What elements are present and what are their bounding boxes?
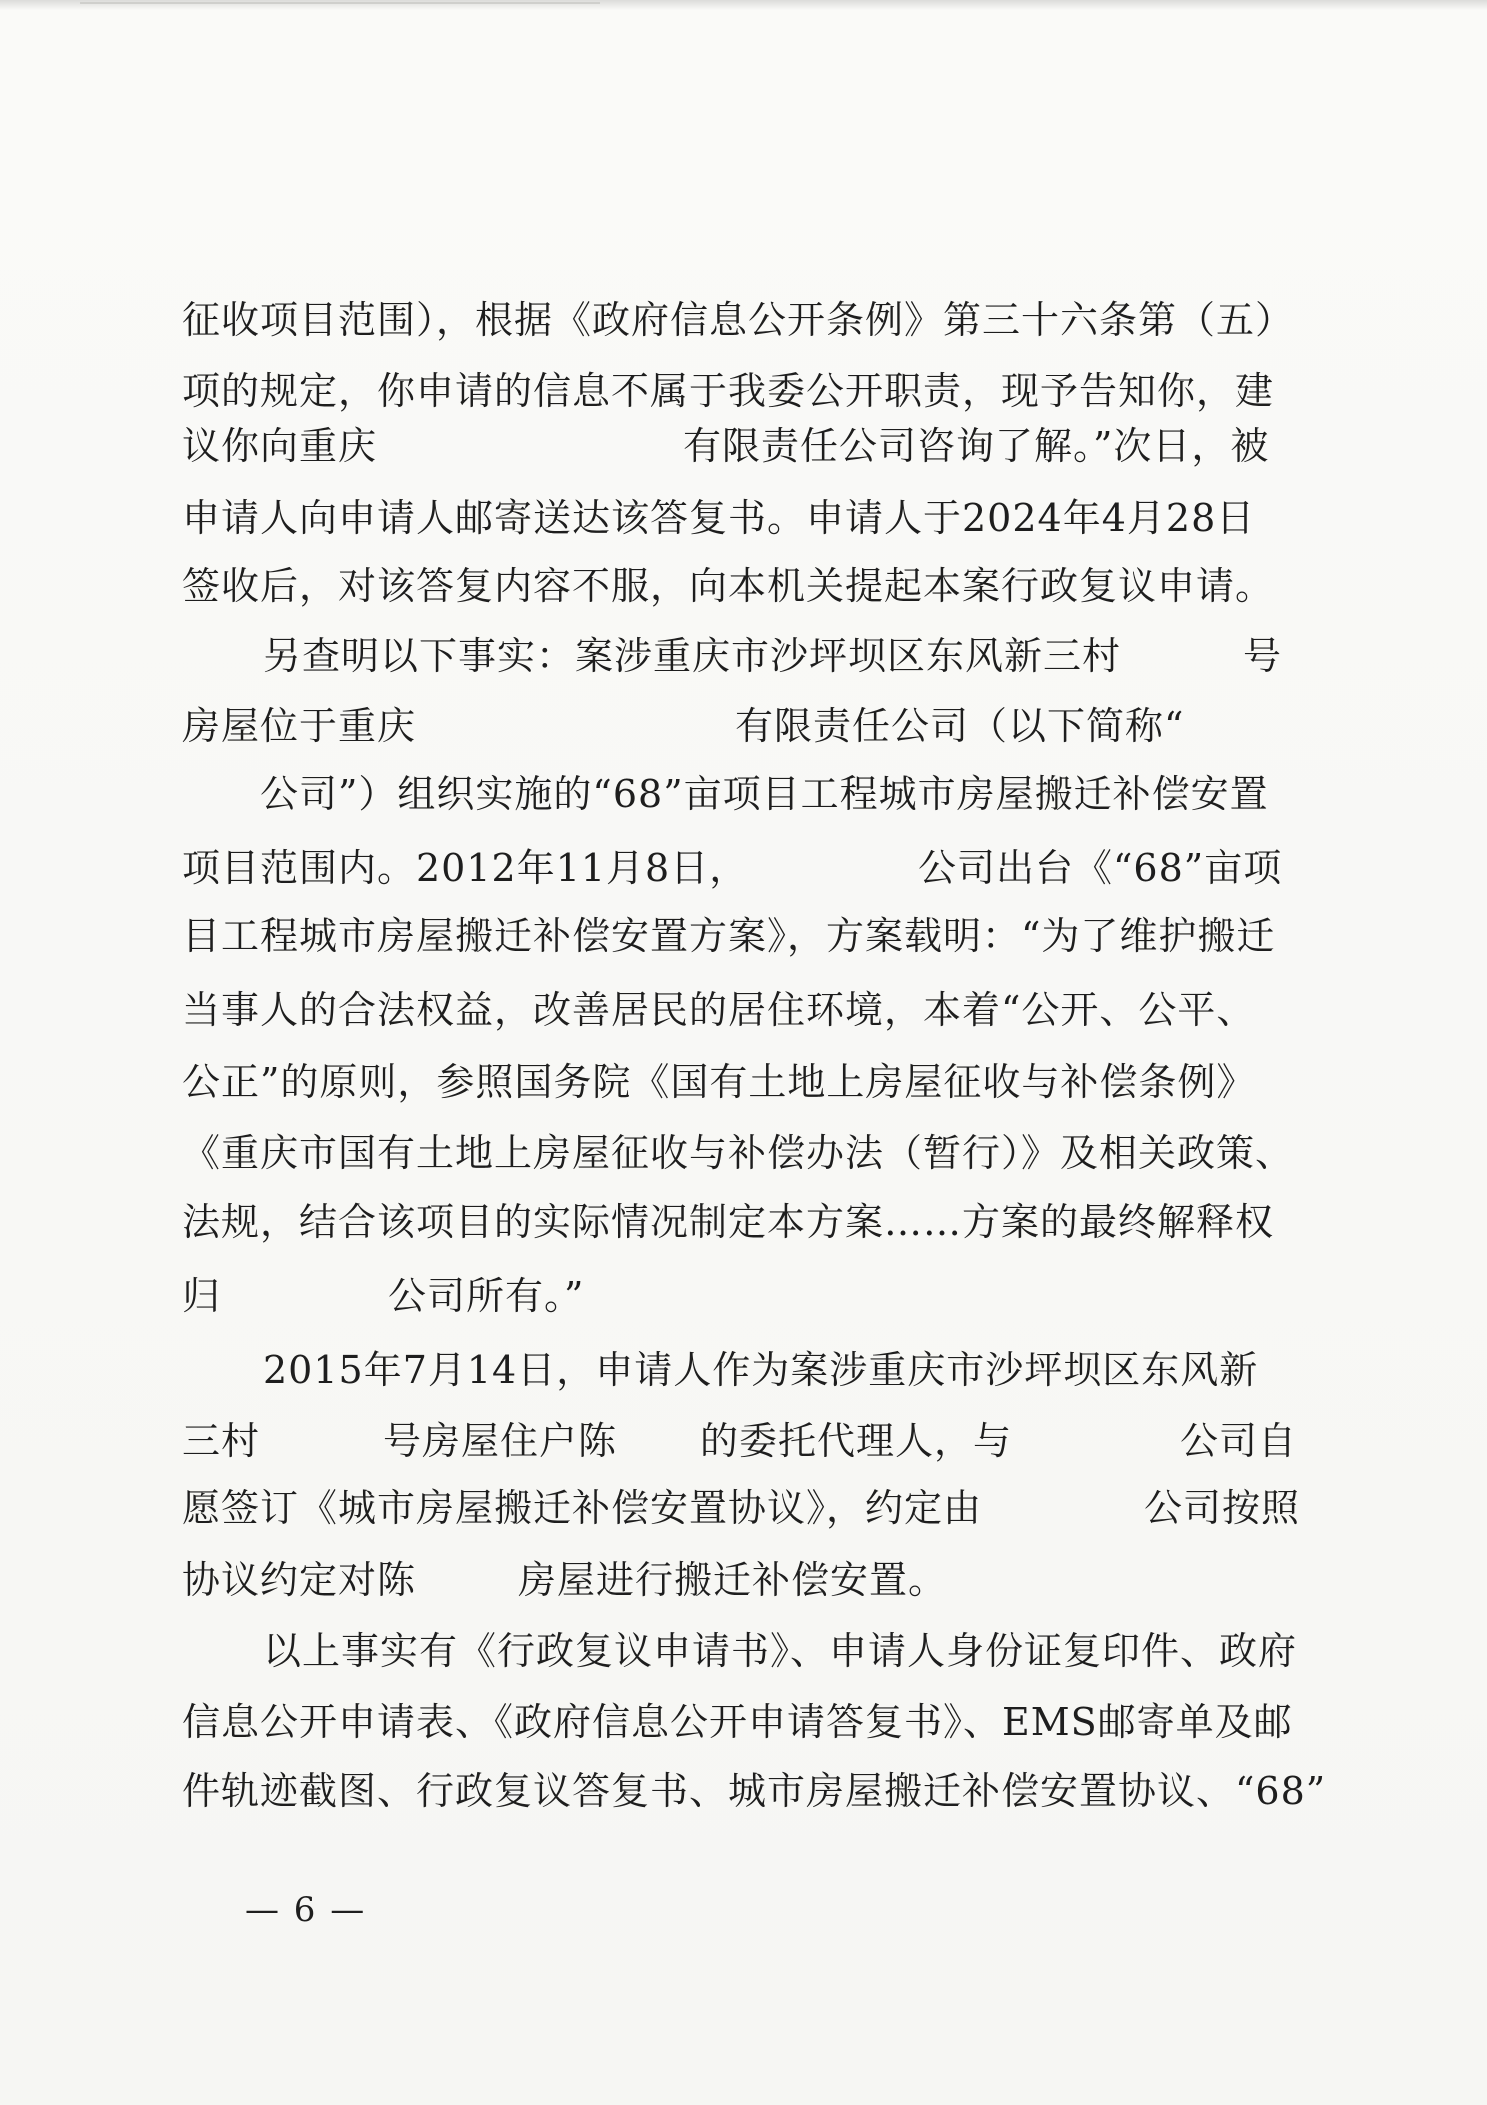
text-segment: 有限责任公司咨询了解。”次日，被 [683,424,1270,468]
text-segment: 件轨迹截图、行政复议答复书、城市房屋搬迁补偿安置协议、“68” [182,1769,1327,1813]
text-line [0,620,1487,692]
text-line [0,1686,1487,1758]
text-segment: 《重庆市国有土地上房屋征收与补偿办法（暂行）》及相关政策、 [182,1131,1295,1175]
text-line [0,1615,1487,1687]
text-line [0,1186,1487,1258]
text-line [0,690,1487,762]
text-segment: 公司自 [1180,1419,1298,1463]
scan-artifact-line [80,2,600,4]
text-segment: 协议约定对陈 [182,1558,417,1602]
text-segment: 签收后，对该答复内容不服，向本机关提起本案行政复议申请。 [182,564,1275,608]
text-line [0,550,1487,622]
text-segment: 号房屋住户陈 [383,1419,618,1463]
text-segment: 信息公开申请表、《政府信息公开申请答复书》、EMS邮寄单及邮 [182,1700,1293,1744]
text-segment: 公司”）组织实施的“68”亩项目工程城市房屋搬迁补偿安置 [260,772,1269,816]
text-segment: 公司所有。” [388,1274,585,1318]
text-segment: 愿签订《城市房屋搬迁补偿安置协议》，约定由 [182,1486,983,1530]
text-line [0,1046,1487,1118]
text-segment: 2015年7月14日，申请人作为案涉重庆市沙坪坝区东风新 [263,1348,1259,1392]
text-segment: 项目范围内。2012年11月8日， [182,846,749,890]
text-segment: 房屋进行搬迁补偿安置。 [518,1558,948,1602]
text-segment: 以上事实有《行政复议申请书》、申请人身份证复印件、政府 [263,1629,1298,1673]
text-segment: 另查明以下事实：案涉重庆市沙坪坝区东风新三村 [263,634,1122,678]
text-segment: 项的规定，你申请的信息不属于我委公开职责，现予告知你，建 [182,369,1275,413]
text-segment: 议你向重庆 [182,424,378,468]
text-line [0,758,1487,830]
text-segment: 公司出台《“68”亩项 [918,846,1283,890]
text-segment: 公司按照 [1144,1486,1301,1530]
text-line [0,1544,1487,1616]
text-line [0,1334,1487,1406]
text-segment: 征收项目范围），根据《政府信息公开条例》第三十六条第（五） [182,298,1295,342]
text-line [0,410,1487,482]
text-line [0,1755,1487,1827]
text-line [0,832,1487,904]
text-segment: 号 [1243,634,1283,678]
text-line [0,284,1487,356]
text-segment: 申请人向申请人邮寄送达该答复书。申请人于2024年4月28日 [182,496,1256,540]
text-segment: 归 [182,1274,222,1318]
text-segment: 的委托代理人，与 [700,1419,1013,1463]
text-line [0,1260,1487,1332]
text-segment: 当事人的合法权益，改善居民的居住环境，本着“公开、公平、 [182,988,1256,1032]
text-line [0,482,1487,554]
text-line [0,974,1487,1046]
text-segment: 法规，结合该项目的实际情况制定本方案……方案的最终解释权 [182,1200,1275,1244]
page-number: — 6 — [245,1890,367,1930]
text-segment: 目工程城市房屋搬迁补偿安置方案》，方案载明：“为了维护搬迁 [182,914,1276,958]
text-line [0,1117,1487,1189]
text-line [0,900,1487,972]
text-line [0,1472,1487,1544]
text-line [0,1405,1487,1477]
text-segment: 三村 [182,1419,261,1463]
text-segment: 有限责任公司（以下简称“ [735,704,1185,748]
text-segment: 房屋位于重庆 [182,704,417,748]
text-segment: 公正”的原则，参照国务院《国有土地上房屋征收与补偿条例》 [182,1060,1256,1104]
